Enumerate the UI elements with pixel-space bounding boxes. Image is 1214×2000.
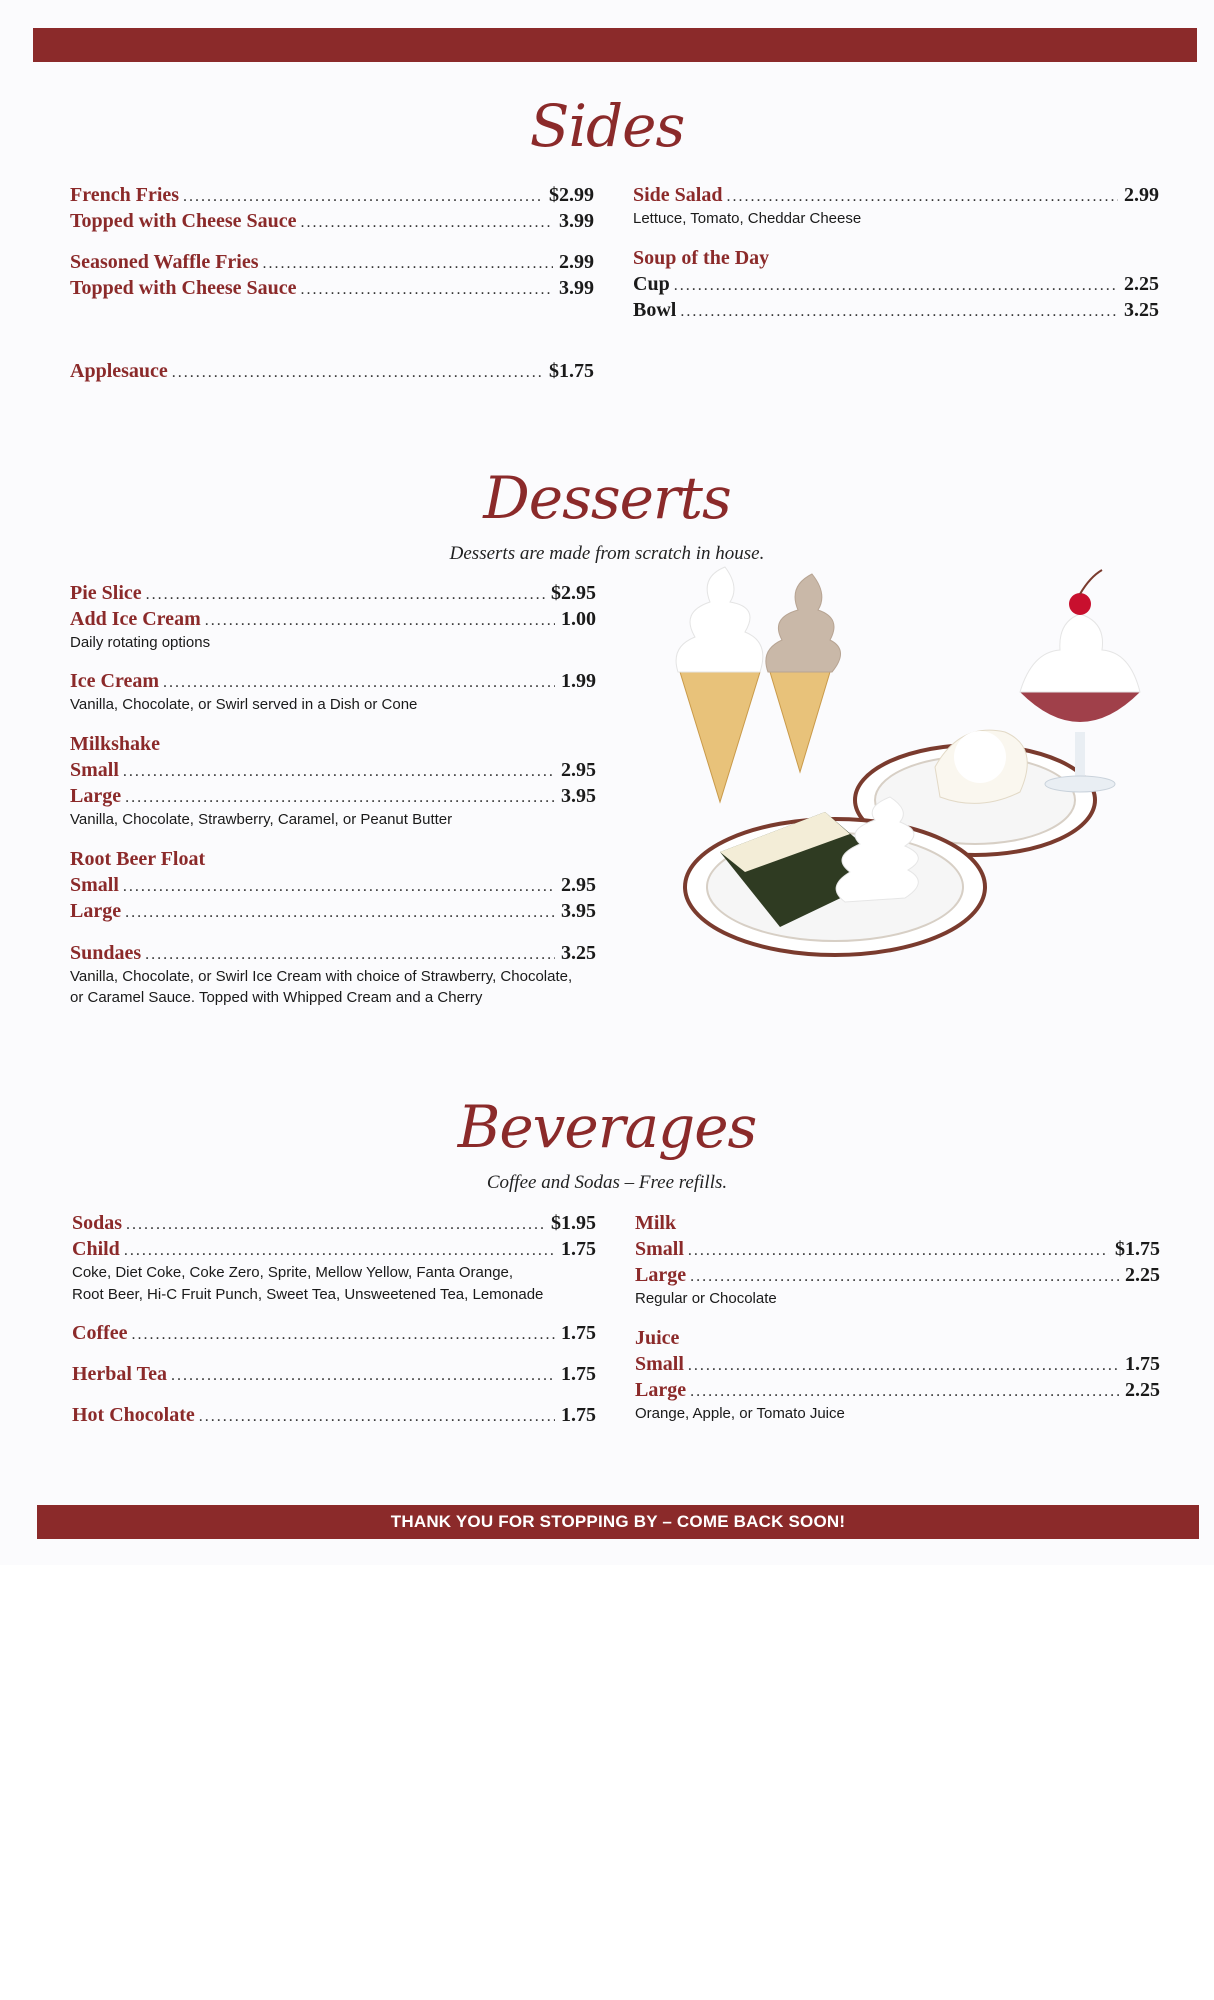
- sodas-desc-line2: Root Beer, Hi-C Fruit Punch, Sweet Tea, Unsweetened Tea, Lemonade: [72, 1286, 544, 1303]
- menu-item-pie-slice: Pie Slice ..... $2.95: [70, 582, 596, 605]
- menu-item-juice-small: Small ..... 1.75: [635, 1353, 1160, 1376]
- sodas-desc-line1: Coke, Diet Coke, Coke Zero, Sprite, Mellow Yellow, Fanta Orange,: [72, 1264, 514, 1281]
- menu-item-milk-large: Large ..... 2.25: [635, 1264, 1160, 1287]
- menu-item-soup-bowl: Bowl ..... 3.25: [633, 299, 1159, 322]
- menu-item-float-large: Large ..... 3.95: [70, 900, 596, 923]
- sides-title: Sides: [529, 92, 685, 160]
- menu-item-add-ice-cream: Add Ice Cream ..... 1.00: [70, 608, 596, 631]
- ice-cream-desc: Vanilla, Chocolate, or Swirl served in a Dish or Cone: [70, 696, 418, 713]
- desserts-subtitle: Desserts are made from scratch in house.: [449, 543, 765, 564]
- sundaes-desc-line1: Vanilla, Chocolate, or Swirl Ice Cream with choice of Strawberry, Chocolate,: [70, 968, 573, 985]
- milk-desc: Regular or Chocolate: [635, 1290, 777, 1307]
- menu-item-waffle-fries: Seasoned Waffle Fries ..... 2.99: [70, 251, 594, 274]
- footer-banner: THANK YOU FOR STOPPING BY – COME BACK SOON!: [37, 1505, 1199, 1539]
- menu-item-milk-small: Small ..... $1.75: [635, 1238, 1160, 1261]
- milkshake-heading: Milkshake: [70, 733, 161, 755]
- sundaes-desc-line2: or Caramel Sauce. Topped with Whipped Cream and a Cherry: [70, 989, 483, 1006]
- menu-item-sodas: Sodas ..... $1.95: [72, 1212, 596, 1235]
- menu-item-fries-cheese: Topped with Cheese Sauce ..... 3.99: [70, 210, 594, 233]
- milkshake-desc: Vanilla, Chocolate, Strawberry, Caramel, or Peanut Butter: [70, 811, 453, 828]
- menu-item-waffle-cheese: Topped with Cheese Sauce ..... 3.99: [70, 277, 594, 300]
- menu-item-sundaes: Sundaes ..... 3.25: [70, 942, 596, 965]
- soup-heading: Soup of the Day: [633, 247, 770, 269]
- menu-item-juice-large: Large ..... 2.25: [635, 1379, 1160, 1402]
- milk-heading: Milk: [635, 1212, 677, 1234]
- menu-item-herbal-tea: Herbal Tea ..... 1.75: [72, 1363, 596, 1386]
- menu-item-side-salad: Side Salad ..... 2.99: [633, 184, 1159, 207]
- pie-desc: Daily rotating options: [70, 634, 211, 651]
- juice-heading: Juice: [635, 1327, 680, 1349]
- menu-item-french-fries: French Fries ..... $2.99: [70, 184, 594, 207]
- menu-item-soup-cup: Cup ..... 2.25: [633, 273, 1159, 296]
- top-banner: [33, 28, 1197, 62]
- menu-item-applesauce: Applesauce ..... $1.75: [70, 360, 594, 383]
- desserts-photo: [660, 552, 1170, 972]
- menu-item-hot-chocolate: Hot Chocolate ..... 1.75: [72, 1404, 596, 1427]
- juice-desc: Orange, Apple, or Tomato Juice: [635, 1405, 845, 1422]
- menu-item-coffee: Coffee ..... 1.75: [72, 1322, 596, 1345]
- menu-item-float-small: Small ..... 2.95: [70, 874, 596, 897]
- beverages-subtitle: Coffee and Sodas – Free refills.: [486, 1172, 728, 1193]
- desserts-title: Desserts: [483, 464, 731, 532]
- root-beer-float-heading: Root Beer Float: [70, 848, 206, 870]
- beverages-title: Beverages: [457, 1093, 757, 1161]
- menu-item-sodas-child: Child ..... 1.75: [72, 1238, 596, 1261]
- menu-item-ice-cream: Ice Cream ..... 1.99: [70, 670, 596, 693]
- menu-item-milkshake-large: Large ..... 3.95: [70, 785, 596, 808]
- menu-item-milkshake-small: Small ..... 2.95: [70, 759, 596, 782]
- side-salad-desc: Lettuce, Tomato, Cheddar Cheese: [633, 210, 862, 227]
